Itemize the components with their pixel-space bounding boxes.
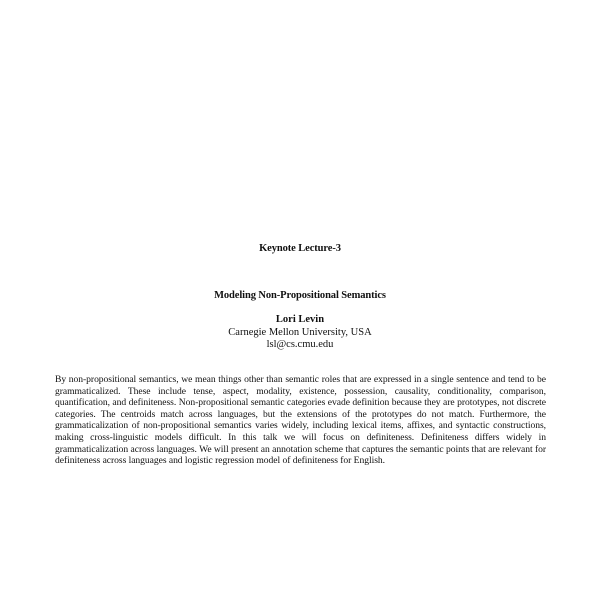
author-email: lsl@cs.cmu.edu: [266, 339, 334, 350]
author-affiliation: Carnegie Mellon University, USA: [228, 326, 372, 338]
paper-title: Modeling Non-Propositional Semantics: [214, 290, 386, 301]
abstract-paragraph: By non-propositional semantics, we mean things other than semantic roles that are expressed in a single sentence and tend to be grammaticalized. These include tense, aspect, modality, existence, possession, causality, conditionality, comparison, quantification, and definiteness. Non-propositional semantic categories evade definition because they are prototypes, not discrete categories. The centroids match across languages, but the extensions of the prototypes do not match. Furthermore, the grammaticalization of non-propositional semantics varies widely, including lexical items, affixes, and syntactic constructions, making cross-linguistic models difficult. In this talk we will focus on definiteness. Definiteness differs widely in grammaticalization across languages. We will present an annotation scheme that captures the semantic points that are relevant for definiteness across languages and logistic regression model of definiteness for English.: [55, 374, 546, 467]
lecture-label: Keynote Lecture-3: [259, 243, 341, 254]
author-name: Lori Levin: [275, 314, 325, 325]
author-block: [0, 314, 600, 352]
